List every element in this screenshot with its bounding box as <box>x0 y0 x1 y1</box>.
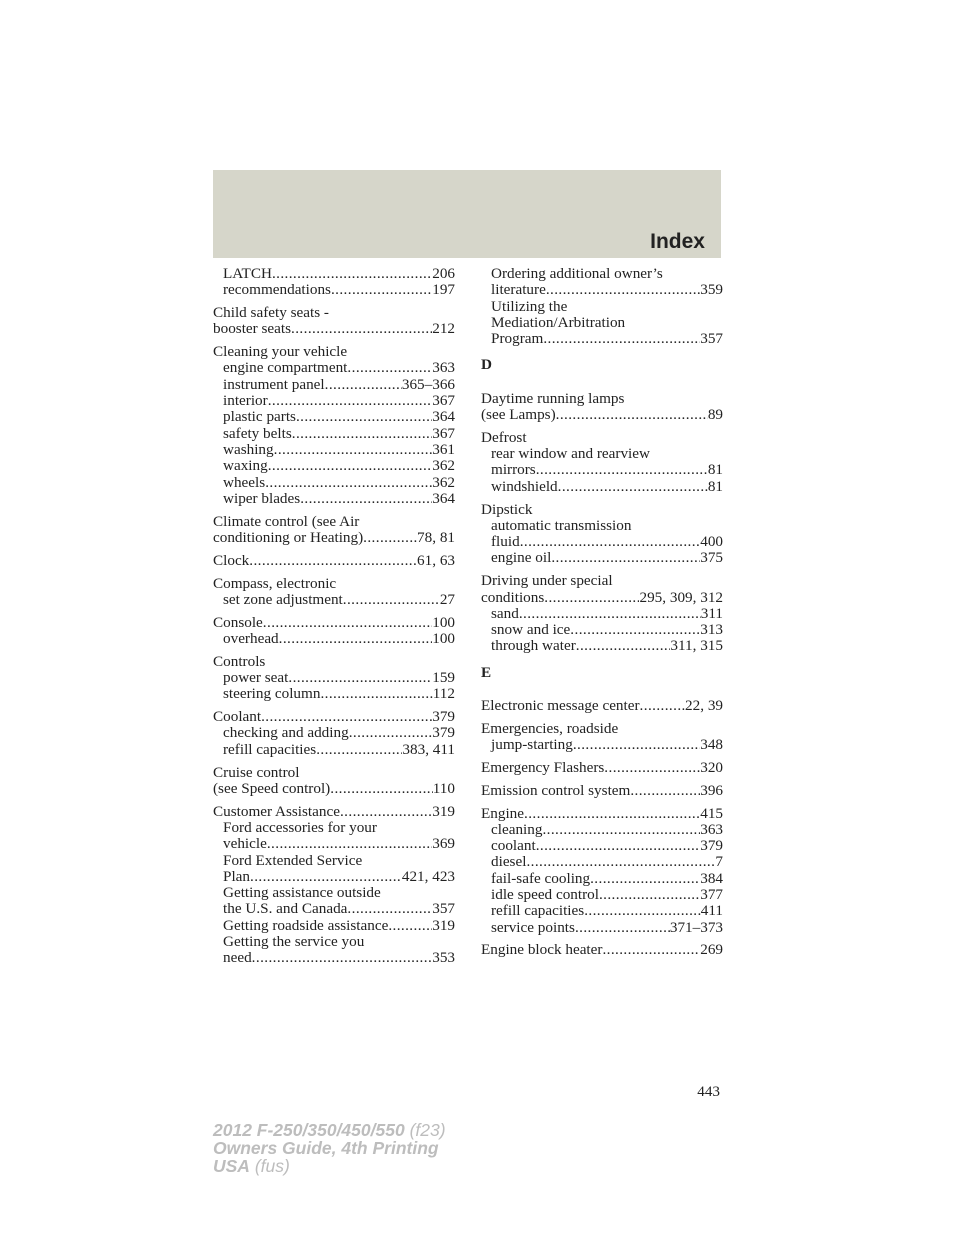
index-entry: conditions ..... 295, 309, 312 <box>481 590 723 606</box>
section-title: Index <box>650 230 705 253</box>
index-entry: through water ..... 311, 315 <box>481 638 723 654</box>
index-entry: Driving under special <box>481 572 613 590</box>
index-entry: Engine block heater ..... 269 <box>481 942 723 958</box>
index-entry: steering column ..... 112 <box>213 686 455 702</box>
index-entry: conditioning or Heating) ..... 78, 81 <box>213 530 455 546</box>
index-entry: Daytime running lamps <box>481 389 625 407</box>
index-entry: Defrost <box>481 428 527 446</box>
index-entry: washing ..... 361 <box>213 442 455 458</box>
index-entry: Engine ..... 415 <box>481 806 723 822</box>
index-entry: Controls <box>213 652 266 670</box>
index-entry: diesel ..... 7 <box>481 854 723 870</box>
index-entry: engine compartment ..... 363 <box>213 360 455 376</box>
page-number: 443 <box>697 1083 720 1100</box>
index-entry: interior ..... 367 <box>213 393 455 409</box>
section-header-bar <box>213 170 721 258</box>
index-entry: Customer Assistance ..... 319 <box>213 804 455 820</box>
index-entry: Mediation/Arbitration <box>491 313 626 331</box>
index-entry: service points ..... 371–373 <box>481 920 723 936</box>
index-entry: checking and adding ..... 379 <box>213 725 455 741</box>
section-letter-e: E <box>481 663 492 681</box>
index-entry: Emergencies, roadside <box>481 719 619 737</box>
index-entry: Dipstick <box>481 500 533 518</box>
index-entry: cleaning ..... 363 <box>481 822 723 838</box>
index-entry: snow and ice ..... 313 <box>481 622 723 638</box>
index-entry: set zone adjustment ..... 27 <box>213 592 455 608</box>
index-entry: literature ..... 359 <box>481 282 723 298</box>
index-entry: plastic parts ..... 364 <box>213 409 455 425</box>
index-entry: Coolant ..... 379 <box>213 709 455 725</box>
index-entry: wheels ..... 362 <box>213 475 455 491</box>
index-entry: Ordering additional owner’s <box>491 265 663 282</box>
index-entry: Cruise control <box>213 763 300 781</box>
footer-print-info: 2012 F-250/350/450/550 (f23) Owners Guide, 4th Printing USA (fus) <box>213 1120 446 1176</box>
index-entry: coolant ..... 379 <box>481 838 723 854</box>
index-entry: Emergency Flashers ..... 320 <box>481 760 723 776</box>
index-column-left <box>213 266 455 967</box>
index-entry: recommendations ..... 197 <box>213 282 455 298</box>
section-letter-d: D <box>481 356 492 374</box>
index-entry: Getting assistance outside <box>223 884 381 902</box>
index-entry: Emission control system ..... 396 <box>481 783 723 799</box>
index-entry: overhead ..... 100 <box>213 631 455 647</box>
index-entry: Plan ..... 421, 423 <box>213 869 455 885</box>
index-entry: engine oil ..... 375 <box>481 550 723 566</box>
index-entry: Program ..... 357 <box>481 331 723 347</box>
index-entry: need ..... 353 <box>213 950 455 966</box>
index-entry: Console ..... 100 <box>213 615 455 631</box>
index-entry: (see Speed control) ..... 110 <box>213 781 455 797</box>
index-entry: idle speed control ..... 377 <box>481 887 723 903</box>
index-entry: Getting roadside assistance ..... 319 <box>213 918 455 934</box>
index-entry: Climate control (see Air <box>213 512 360 530</box>
index-entry: wiper blades ..... 364 <box>213 491 455 507</box>
index-entry: sand ..... 311 <box>481 606 723 622</box>
index-entry: instrument panel ..... 365–366 <box>213 377 455 393</box>
index-entry: Ford accessories for your <box>223 818 377 836</box>
index-entry: power seat ..... 159 <box>213 670 455 686</box>
index-entry: automatic transmission <box>491 516 632 534</box>
index-entry: vehicle ..... 369 <box>213 836 455 852</box>
index-entry: LATCH ..... 206 <box>213 266 455 282</box>
index-entry: refill capacities ..... 383, 411 <box>213 742 455 758</box>
index-entry: windshield ..... 81 <box>481 479 723 495</box>
index-entry: fluid ..... 400 <box>481 534 723 550</box>
index-entry: (see Lamps) ..... 89 <box>481 407 723 423</box>
index-entry: Utilizing the <box>491 297 568 315</box>
index-entry: Child safety seats - <box>213 304 329 322</box>
index-entry: Electronic message center ..... 22, 39 <box>481 698 723 714</box>
index-entry: safety belts ..... 367 <box>213 426 455 442</box>
index-entry: the U.S. and Canada ..... 357 <box>213 901 455 917</box>
index-entry: mirrors ..... 81 <box>481 462 723 478</box>
index-entry: Ford Extended Service <box>223 851 363 869</box>
index-entry: Getting the service you <box>223 932 365 950</box>
index-entry: waxing ..... 362 <box>213 458 455 474</box>
index-column-right <box>481 266 723 959</box>
index-entry: rear window and rearview <box>491 445 650 463</box>
index-entry: fail-safe cooling ..... 384 <box>481 871 723 887</box>
index-entry: Clock ..... 61, 63 <box>213 553 455 569</box>
index-entry: Cleaning your vehicle <box>213 343 348 361</box>
index-entry: booster seats ..... 212 <box>213 321 455 337</box>
index-entry: jump-starting ..... 348 <box>481 737 723 753</box>
index-entry: refill capacities ..... 411 <box>481 903 723 919</box>
index-entry: Compass, electronic <box>213 574 337 592</box>
